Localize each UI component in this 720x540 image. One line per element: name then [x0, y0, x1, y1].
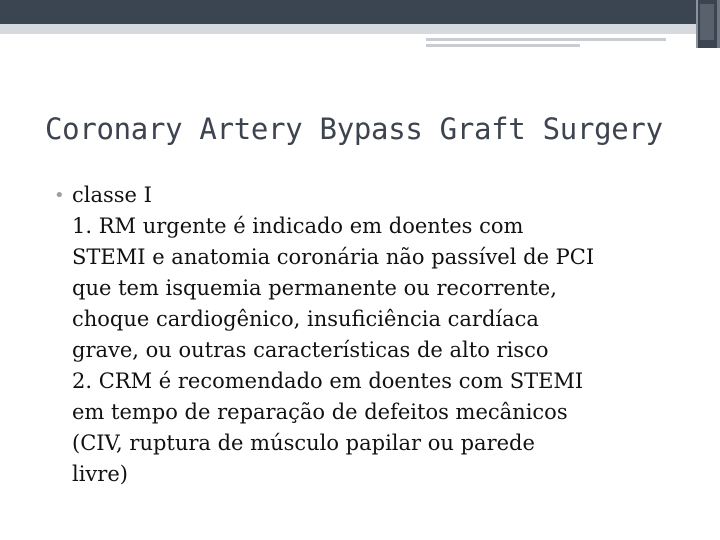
header-band-dark — [0, 0, 696, 24]
body-line: grave, ou outras características de alto risco — [72, 338, 549, 362]
header-band-light — [0, 24, 696, 34]
bullet-heading: classe I — [72, 183, 152, 207]
body-line: em tempo de reparação de defeitos mecânicos — [72, 400, 568, 424]
body-line: que tem isquemia permanente ou recorrente, — [72, 276, 557, 300]
slide-body — [54, 180, 704, 490]
bullet-item — [54, 180, 704, 490]
bullet-text — [72, 180, 704, 490]
body-line: 2. CRM é recomendado em doentes com STEMI — [72, 369, 584, 393]
header-accent-line-short — [426, 44, 580, 47]
corner-notch — [700, 4, 714, 40]
body-line: livre) — [72, 462, 128, 486]
corner-edge — [696, 0, 698, 48]
body-line: STEMI e anatomia coronária não passível de PCI — [72, 245, 595, 269]
body-line: (CIV, ruptura de músculo papilar ou parede — [72, 431, 535, 455]
bullet-icon: • — [54, 185, 65, 206]
body-line: 1. RM urgente é indicado em doentes com — [72, 214, 524, 238]
header-accent-line — [426, 38, 666, 41]
body-line: choque cardiogênico, insuficiência cardíaca — [72, 307, 539, 331]
slide-title: Coronary Artery Bypass Graft Surgery — [45, 112, 663, 146]
